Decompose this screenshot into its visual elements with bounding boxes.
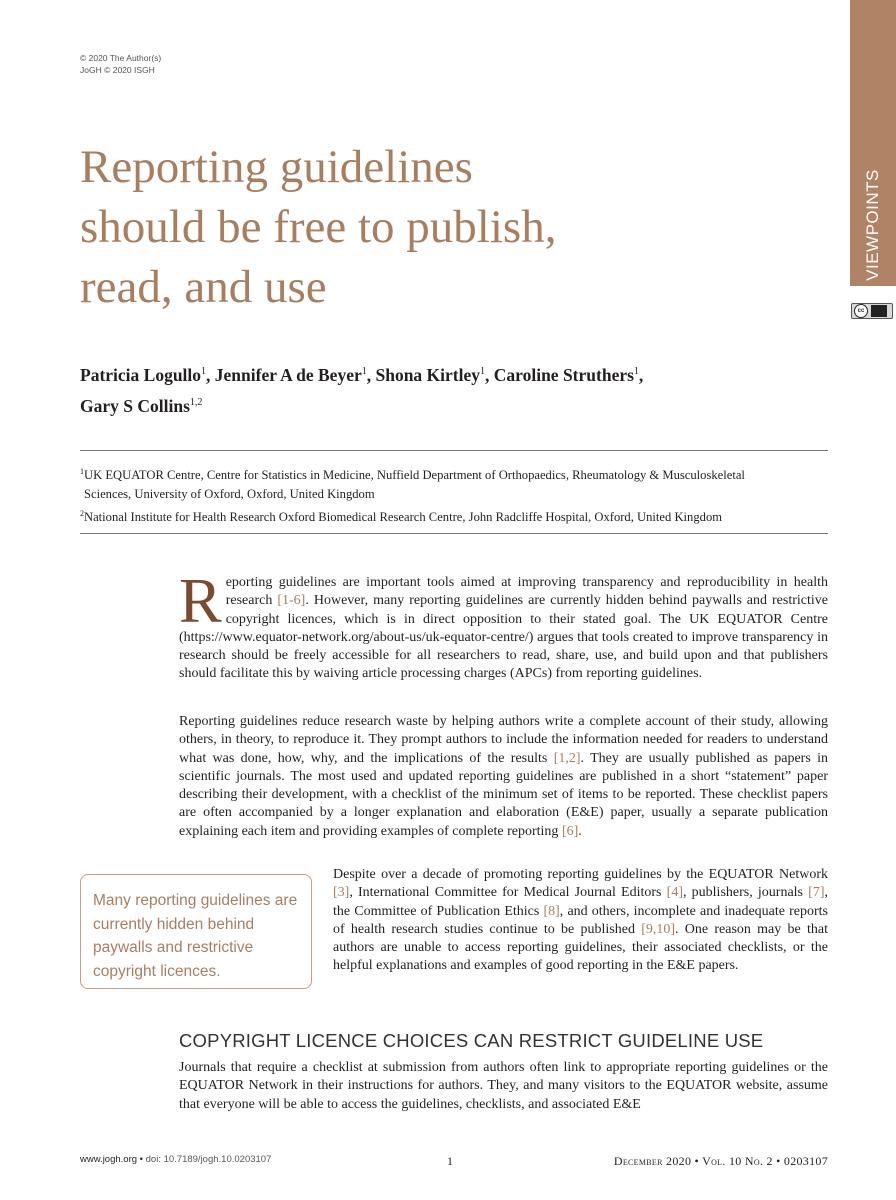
affiliation-number: 2	[80, 509, 84, 519]
affiliation-text: National Institute for Health Research Oxford Biomedical Research Centre, John Radcliffe Hospital, Oxford, United Kingdom	[84, 510, 723, 525]
author-name: Patricia Logullo	[80, 364, 202, 385]
affiliations	[80, 462, 830, 527]
body-text: Journals that require a checklist at submission from authors often link to appropriate reporting guidelines or the EQUATOR Network in their instructions for authors. They, and many visitors to the EQUATOR website, assume that everyone will be able to access the guidelines, checklists, and associated E&E	[179, 1060, 828, 1112]
section-heading: COPYRIGHT LICENCE CHOICES CAN RESTRICT GUIDELINE USE	[179, 1030, 764, 1051]
reference-link[interactable]: [7]	[808, 885, 825, 901]
divider	[80, 533, 828, 534]
author-affiliation-mark: 1	[361, 366, 367, 377]
issue-info: December 2020 • Vol. 10 No. 2 • 0203107	[613, 1154, 828, 1168]
body-text: Reporting guidelines reduce research waste by helping authors write a complete account of their study, allowing others, in theory, to reproduce it. They prompt authors to include the information needed for readers to understand what was done, how, why, and the implications of the results	[179, 714, 828, 766]
reference-link[interactable]: [9,10]	[641, 921, 676, 937]
page-number: 1	[447, 1154, 453, 1168]
body-text: Despite over a decade of promoting reporting guidelines by the EQUATOR Network	[333, 867, 828, 882]
body-paragraph-3	[333, 866, 828, 976]
section-tab-label: VIEWPOINTS	[863, 169, 882, 281]
footer-left	[80, 1154, 271, 1165]
author-affiliation-mark: 1	[633, 366, 639, 377]
journal-website-link[interactable]: www.jogh.org	[80, 1154, 138, 1165]
body-text: . They are usually published as papers in scientific journals. The most used and updated reporting guidelines are published in a short “statement” paper describing their development, with a checklist of the minimum set of items to be reported. These checklist papers are often accompanied by a longer explanation and elaboration (E&E) paper, usually a separate publication explaining each item and providing examples of complete reporting	[179, 750, 829, 839]
cc-icon: cc	[854, 304, 868, 318]
footer-bullet: •	[139, 1154, 143, 1165]
drop-cap: R	[179, 565, 222, 636]
reference-link[interactable]: [6]	[561, 823, 579, 839]
reference-link[interactable]: [1,2]	[553, 750, 581, 766]
author-name: Jennifer A de Beyer	[214, 364, 362, 385]
body-text: , International Committee for Medical Journal Editors	[349, 885, 667, 901]
author-affiliation-mark: 1	[201, 366, 207, 377]
body-text: eporting guidelines are important tools aimed at improving transparency and reproducibility in health research	[225, 575, 828, 609]
copyright-line: JoGH © 2020 ISGH	[80, 65, 155, 75]
doi-link[interactable]: doi: 10.7189/jogh.10.0203107	[145, 1154, 272, 1165]
author-name: Gary S Collins	[80, 395, 190, 416]
reference-link[interactable]: [8]	[543, 903, 560, 919]
affiliation	[80, 504, 830, 527]
body-text: , publishers, journals	[682, 885, 809, 901]
body-text: . One reason may be that authors are unable to access reporting guidelines, their associated checklists, or the helpful explanations and examples of good reporting in the E&E papers.	[333, 921, 828, 974]
title-line: should be free to publish,	[80, 201, 557, 253]
body-text: . However, many reporting guidelines are currently hidden behind paywalls and restrictive copyright licences, which is in direct opposition to their stated goal. The UK EQUATOR Centre (https://www.equator-network.org/about-us/uk-equator-centre/) argues that tools created to improve transparency in research should be freely accessible for all researchers to read, share, use, and build upon and that publishers should facilitate this by waiving article processing charges (APCs) from reporting guidelines.	[179, 593, 828, 682]
affiliation-number: 1	[80, 467, 84, 476]
author-separator: ,	[485, 364, 494, 385]
author-separator: ,	[366, 364, 376, 385]
author-list	[80, 358, 780, 420]
reference-link[interactable]: [3]	[333, 885, 350, 901]
title-line: Reporting guidelines	[80, 141, 473, 193]
author-affiliation-mark: 1	[480, 366, 486, 377]
cc-by-icon	[851, 303, 893, 319]
body-paragraph-2	[179, 713, 828, 841]
body-text: , the Committee of Publication Ethics	[333, 885, 828, 919]
pull-quote: Many reporting guidelines are currently hidden behind paywalls and restrictive copyright licences.	[80, 874, 312, 989]
author-name: Caroline Struthers	[493, 364, 634, 385]
title-line: read, and use	[80, 261, 327, 313]
author-separator: ,	[638, 364, 644, 385]
copyright-line: © 2020 The Author(s)	[80, 53, 162, 63]
author-separator: ,	[206, 364, 215, 385]
author-name: Shona Kirtley	[375, 364, 481, 385]
body-paragraph-1	[179, 565, 828, 684]
affiliation	[80, 462, 830, 485]
body-text: .	[578, 823, 582, 839]
affiliation-text: UK EQUATOR Centre, Centre for Statistics in Medicine, Nuffield Department of Orthopaedics, Rheumatology & Musculoskeletal	[84, 468, 745, 483]
author-affiliation-mark: 1,2	[189, 396, 203, 408]
affiliation-text: Sciences, University of Oxford, Oxford, United Kingdom	[84, 487, 375, 502]
article-title	[80, 137, 556, 317]
by-icon	[871, 305, 887, 317]
copyright-notice	[80, 52, 161, 76]
body-text: , and others, incomplete and inadequate reports of health research studies continue to be published	[333, 903, 829, 937]
reference-link[interactable]: [4]	[666, 885, 683, 901]
reference-link[interactable]: [1-6]	[277, 593, 306, 609]
divider	[80, 450, 828, 451]
body-paragraph-4	[179, 1059, 828, 1114]
